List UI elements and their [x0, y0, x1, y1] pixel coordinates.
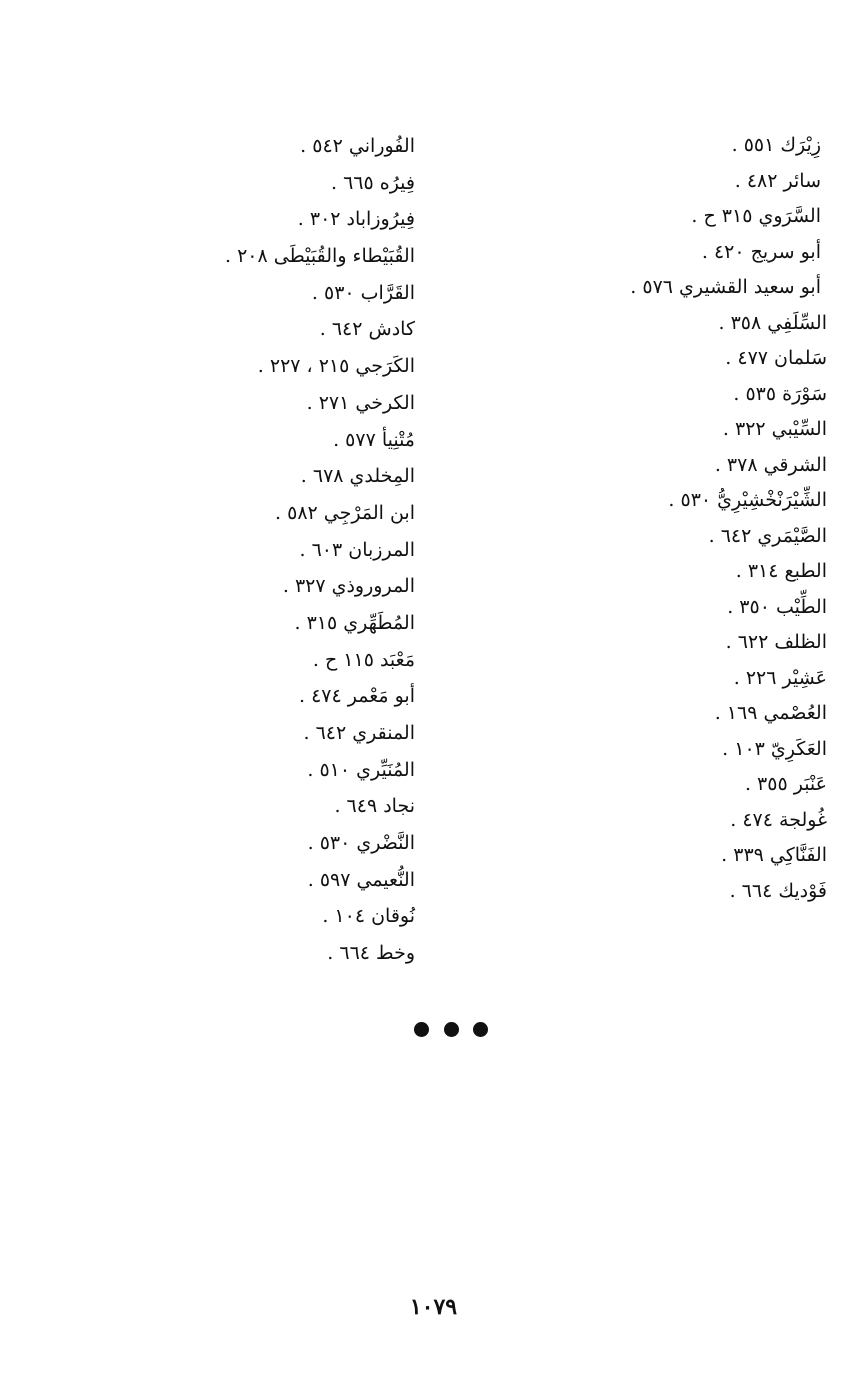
- index-entry: عَنْبَر ٣٥٥ .: [744, 773, 827, 795]
- index-entry: المُنَيِّري ٥١٠ .: [307, 758, 415, 781]
- index-entry: نُوقان ١٠٤ .: [322, 905, 415, 928]
- index-entry: مُتْنِيأ ٥٧٧ .: [333, 428, 415, 451]
- index-entry: الصَّيْمَري ٦٤٢ .: [708, 524, 827, 547]
- ornament-dot-icon: [444, 1022, 459, 1037]
- index-entry: غُولجة ٤٧٤ .: [730, 808, 827, 831]
- index-entry: مَعْبَد ١١٥ ح .: [312, 648, 415, 671]
- index-entry: وخط ٦٦٤ .: [327, 942, 415, 965]
- index-entry: المنقري ٦٤٢ .: [303, 722, 415, 744]
- ornament-dot-icon: [473, 1022, 488, 1037]
- index-entry: الكرخي ٢٧١ .: [306, 391, 415, 414]
- index-entry: السَّرَوي ٣١٥ ح .: [691, 205, 821, 227]
- index-entry: العَكَرِيّ ١٠٣ .: [722, 737, 827, 760]
- index-entry: أبو مَعْمر ٤٧٤ .: [299, 685, 415, 708]
- index-entry: أبو سعيد القشيري ٥٧٦ .: [630, 276, 821, 298]
- index-entry: المرزبان ٦٠٣ .: [299, 538, 415, 561]
- index-entry: السِّلَفِي ٣٥٨ .: [718, 311, 827, 334]
- index-entry: الطبع ٣١٤ .: [735, 560, 827, 582]
- index-entry: الظلف ٦٢٢ .: [725, 631, 827, 653]
- index-entry: سَوْرَة ٥٣٥ .: [733, 382, 827, 405]
- index-column-left: [165, 128, 415, 972]
- index-entry: القَرَّاب ٥٣٠ .: [311, 281, 415, 304]
- index-entry: فِيرُه ٦٦٥ .: [330, 171, 415, 194]
- index-entry: المِخلدي ٦٧٨ .: [300, 465, 415, 488]
- index-entry: فَوْديك ٦٦٤ .: [729, 879, 827, 902]
- index-entry: سائر ٤٨٢ .: [734, 169, 821, 192]
- index-column-right: [581, 128, 827, 909]
- index-entry: السِّيْبي ٣٢٢ .: [722, 418, 827, 440]
- index-entry: الفُوراني ٥٤٢ .: [300, 135, 415, 157]
- index-entry: نجاد ٦٤٩ .: [334, 795, 415, 818]
- index-entry: ابن المَرْجِي ٥٨٢ .: [275, 501, 415, 524]
- index-entry: المروروذي ٣٢٧ .: [282, 575, 415, 598]
- page-number: ١٠٧٩: [409, 1294, 458, 1320]
- section-end-ornament: [414, 1019, 488, 1039]
- index-entry: النَّضْري ٥٣٠ .: [307, 832, 415, 855]
- ornament-dot-icon: [414, 1022, 429, 1037]
- index-entry: المُطَهِّري ٣١٥ .: [294, 611, 415, 634]
- index-entry: الكَرَجي ٢١٥ ، ٢٢٧ .: [257, 355, 415, 378]
- index-entry: فِيرُوزاباد ٣٠٢ .: [297, 208, 415, 231]
- index-entry: النُّعيمي ٥٩٧ .: [307, 868, 415, 891]
- index-entry: الفَنَّاكِي ٣٣٩ .: [721, 844, 827, 866]
- index-entry: القُبَيْطاء والقُبَيْطَى ٢٠٨ .: [225, 245, 415, 268]
- index-entry: كادش ٦٤٢ .: [319, 318, 415, 341]
- index-entry: أبو سريج ٤٢٠ .: [701, 240, 821, 263]
- index-entry: العُصْمي ١٦٩ .: [714, 702, 827, 724]
- index-entry: الطِّيْب ٣٥٠ .: [727, 595, 827, 618]
- index-entry: الشِّيْرَنْخْشِيْرِيُّ ٥٣٠ .: [668, 489, 827, 511]
- index-entry: زِيْرَك ٥٥١ .: [731, 134, 821, 156]
- index-entry: عَشِيْر ٢٢٦ .: [733, 666, 827, 689]
- index-entry: سَلمان ٤٧٧ .: [725, 347, 827, 369]
- index-entry: الشرقي ٣٧٨ .: [714, 453, 827, 476]
